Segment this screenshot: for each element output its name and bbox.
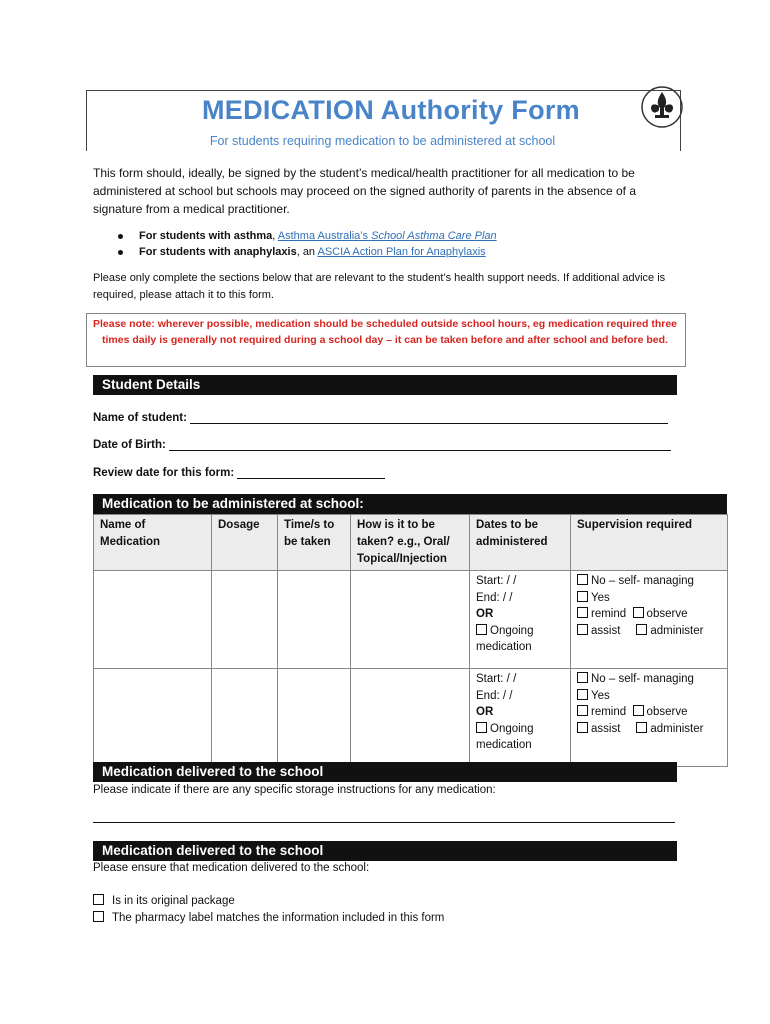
review-date-field[interactable] <box>93 467 385 479</box>
supervision-remind-observe <box>577 606 721 623</box>
cell-time[interactable] <box>278 669 351 767</box>
date-of-birth-field[interactable] <box>93 439 671 451</box>
medication-table <box>93 514 728 767</box>
supervision-no-checkbox[interactable] <box>577 672 588 683</box>
link-emphasis[interactable]: School Asthma Care Plan <box>371 230 497 242</box>
dob-input-line[interactable] <box>169 450 671 451</box>
bullet-lead: For students with anaphylaxis <box>139 246 297 258</box>
supervision-no-label: No – self- managing <box>591 575 694 587</box>
assist-checkbox[interactable] <box>577 722 588 733</box>
complete-note: Please only complete the sections below that are relevant to the student’s health support needs. If additional advice is required, please attach it to this form. <box>93 272 666 301</box>
storage-instructions-label: Please indicate if there are any specific storage instructions for any medication: <box>93 784 496 796</box>
assist-label: assist <box>591 722 621 735</box>
supervision-assist-administer <box>577 721 721 738</box>
intro-paragraph: This form should, ideally, be signed by the student’s medical/health practitioner for all medication to be administered at school but schools may proceed on the signed authority of parents in the absence of a signature from a medical practitioner. <box>93 166 636 216</box>
cell-dosage[interactable] <box>212 571 278 669</box>
administer-checkbox[interactable] <box>636 722 647 733</box>
ongoing-option[interactable] <box>476 623 564 656</box>
cell-time[interactable] <box>278 571 351 669</box>
col-header-dosage: Dosage <box>212 515 278 571</box>
assist-label: assist <box>591 624 621 637</box>
cell-supervision <box>571 571 728 669</box>
pharmacy-label-checkbox[interactable] <box>93 911 104 922</box>
dates-start: Start: / / <box>476 575 517 587</box>
cell-supervision <box>571 669 728 767</box>
cell-how[interactable] <box>351 571 470 669</box>
bullet-sep: , <box>272 230 278 242</box>
administer-label: administer <box>650 722 704 735</box>
section-delivered: Medication delivered to the school <box>93 841 677 861</box>
supervision-remind-observe <box>577 704 721 721</box>
section-storage: Medication delivered to the school <box>93 762 677 782</box>
remind-label: remind <box>591 608 627 620</box>
please-note-text: Please note: wherever possible, medication should be scheduled outside school hours, eg medication required three times daily is generally not required during a school day – it can be taken before and after school and before bed. <box>92 318 678 346</box>
page-title: MEDICATION Authority Form <box>202 95 580 125</box>
supervision-yes-option[interactable] <box>577 688 721 705</box>
ongoing-label: Ongoing medication <box>476 722 534 751</box>
observe-checkbox[interactable] <box>633 607 644 618</box>
cell-name[interactable] <box>94 669 212 767</box>
observe-label: observe <box>646 706 688 718</box>
table-row <box>94 669 728 767</box>
bullet-lead: For students with asthma <box>139 230 273 242</box>
school-crest-logo <box>640 85 684 129</box>
supervision-no-option[interactable] <box>577 573 721 590</box>
link-prefix[interactable]: Asthma Australia’s <box>277 230 372 242</box>
name-input-line[interactable] <box>190 423 668 424</box>
name-label: Name of student: <box>93 412 187 424</box>
col-header-dates: Dates to be administered <box>470 515 571 571</box>
supervision-yes-checkbox[interactable] <box>577 591 588 602</box>
col-header-supervision: Supervision required <box>571 515 728 571</box>
dates-end: End: / / <box>476 591 513 604</box>
ongoing-checkbox[interactable] <box>476 722 487 733</box>
remind-checkbox[interactable] <box>577 607 588 618</box>
supervision-no-option[interactable] <box>577 671 721 688</box>
section-student-details: Student Details <box>93 375 677 395</box>
col-header-name: Name of Medication <box>94 515 212 571</box>
dob-label: Date of Birth: <box>93 439 166 451</box>
dates-or: OR <box>476 608 494 620</box>
table-header-row <box>94 515 728 571</box>
bullet-dot <box>118 234 123 239</box>
pharmacy-label-item[interactable] <box>93 911 444 924</box>
review-label: Review date for this form: <box>93 467 235 479</box>
assist-checkbox[interactable] <box>577 624 588 635</box>
delivered-instructions: Please ensure that medication delivered to the school: <box>93 862 370 874</box>
page-subtitle: For students requiring medication to be administered at school <box>209 134 556 148</box>
cell-dates[interactable] <box>470 571 571 669</box>
observe-label: observe <box>646 608 688 620</box>
remind-checkbox[interactable] <box>577 705 588 716</box>
name-of-student-field[interactable] <box>93 412 668 424</box>
dates-or: OR <box>476 706 494 718</box>
cell-dosage[interactable] <box>212 669 278 767</box>
ongoing-label: Ongoing medication <box>476 624 534 653</box>
asthma-care-plan-link[interactable] <box>278 230 497 242</box>
section-medication: Medication to be administered at school: <box>93 494 727 514</box>
original-package-item[interactable] <box>93 894 235 907</box>
storage-input-line[interactable] <box>93 822 675 823</box>
cell-name[interactable] <box>94 571 212 669</box>
review-input-line[interactable] <box>237 478 385 479</box>
supervision-yes-label: Yes <box>591 591 610 604</box>
supervision-yes-option[interactable] <box>577 590 721 607</box>
original-package-label: Is in its original package <box>112 895 235 907</box>
cell-how[interactable] <box>351 669 470 767</box>
ongoing-checkbox[interactable] <box>476 624 487 635</box>
col-header-time: Time/s to be taken <box>278 515 351 571</box>
bullet-sep: , an <box>296 246 318 258</box>
original-package-checkbox[interactable] <box>93 894 104 905</box>
pharmacy-label-label: The pharmacy label matches the information included in this form <box>112 912 445 924</box>
administer-checkbox[interactable] <box>636 624 647 635</box>
supervision-yes-checkbox[interactable] <box>577 689 588 700</box>
supervision-no-checkbox[interactable] <box>577 574 588 585</box>
cell-dates[interactable] <box>470 669 571 767</box>
ongoing-option[interactable] <box>476 721 564 754</box>
dates-end: End: / / <box>476 689 513 702</box>
bullet-anaphylaxis <box>118 246 486 258</box>
administer-label: administer <box>650 624 704 637</box>
bullet-dot <box>118 250 123 255</box>
observe-checkbox[interactable] <box>633 705 644 716</box>
col-header-how: How is it to be taken? e.g., Oral/ Topical/Injection <box>351 515 470 571</box>
ascia-action-plan-link[interactable]: ASCIA Action Plan for Anaphylaxis <box>317 246 486 258</box>
supervision-yes-label: Yes <box>591 689 610 702</box>
remind-label: remind <box>591 706 627 718</box>
supervision-assist-administer <box>577 623 721 640</box>
supervision-no-label: No – self- managing <box>591 673 694 685</box>
dates-start: Start: / / <box>476 673 517 685</box>
bullet-asthma <box>118 230 497 242</box>
table-row <box>94 571 728 669</box>
